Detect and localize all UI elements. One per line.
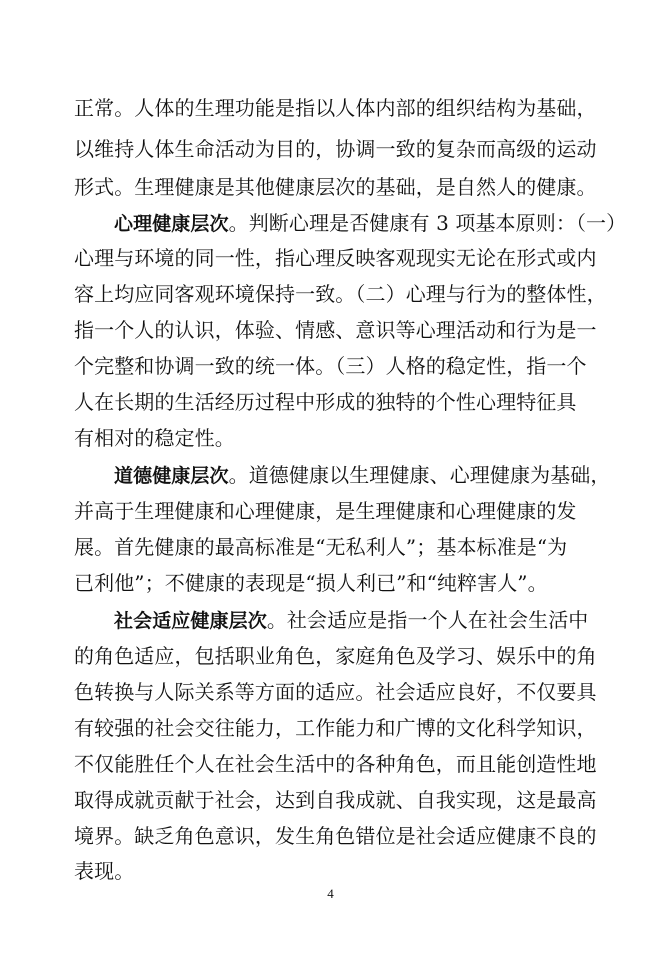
paragraph-2-line-6: 人在长期的生活经历过程中形成的独特的个性心理特征具 (74, 390, 577, 414)
paragraph-4-line-7: 境界。缺乏角色意识，发生角色错位是社会适应健康不良的 (74, 824, 597, 848)
heading-social-adaptation: 社会适应健康层次 (114, 610, 267, 632)
paragraph-2-line-2: 心理与环境的同一性，指心理反映客观现实无论在形式或内 (74, 246, 597, 270)
paragraph-4-line-3: 色转换与人际关系等方面的适应。社会适应良好，不仅要具 (74, 680, 597, 704)
paragraph-4-line-6: 取得成就贡献于社会，达到自我成就、自我实现，这是最高 (74, 788, 597, 812)
paragraph-3-first-line (114, 462, 611, 488)
paragraph-4-line-5: 不仅能胜任个人在社会生活中的各种角色，而且能创造性地 (74, 752, 597, 776)
paragraph-2-first-line (114, 210, 627, 236)
paragraph-2-first-line-text: 。判断心理是否健康有 3 项基本原则：（一） (228, 211, 627, 235)
paragraph-3-line-4: 已利他”；不健康的表现是“损人利已”和“纯粹害人”。 (74, 571, 548, 595)
page-number: 4 (327, 886, 334, 901)
paragraph-3-line-2: 并高于生理健康和心理健康，是生理健康和心理健康的发 (74, 499, 577, 523)
paragraph-4-line-4: 有较强的社会交往能力，工作能力和广博的文化科学知识， (74, 716, 597, 740)
paragraph-2-line-7: 有相对的稳定性。 (74, 426, 235, 450)
paragraph-2-line-5: 个完整和协调一致的统一体。（三）人格的稳定性，指一个 (74, 354, 587, 378)
paragraph-3-first-line-text: 。道德健康以生理健康、心理健康为基础， (228, 463, 611, 487)
paragraph-4-first-line (114, 607, 592, 633)
paragraph-1-line-2: 以维持人体生命活动为目的，协调一致的复杂而高级的运动 (74, 137, 597, 161)
paragraph-2-line-3: 容上均应同客观环境保持一致。（二）心理与行为的整体性， (74, 282, 607, 306)
paragraph-1-line-1: 正常。人体的生理功能是指以人体内部的组织结构为基础， (74, 96, 597, 120)
paragraph-4-first-line-text: 。社会适应是指一个人在社会生活中 (266, 608, 589, 632)
paragraph-4-line-2: 的角色适应，包括职业角色，家庭角色及学习、娱乐中的角 (74, 644, 597, 668)
heading-moral-health: 道德健康层次 (114, 465, 229, 487)
paragraph-4-line-8: 表现。 (74, 859, 135, 883)
paragraph-1-line-3: 形式。生理健康是其他健康层次的基础，是自然人的健康。 (74, 175, 597, 199)
paragraph-2-line-4: 指一个人的认识，体验、情感、意识等心理活动和行为是一 (74, 318, 597, 342)
paragraph-3-line-3: 展。首先健康的最高标准是“无私利人”；基本标准是“为 (74, 535, 568, 559)
heading-psychological-health: 心理健康层次 (114, 213, 229, 235)
